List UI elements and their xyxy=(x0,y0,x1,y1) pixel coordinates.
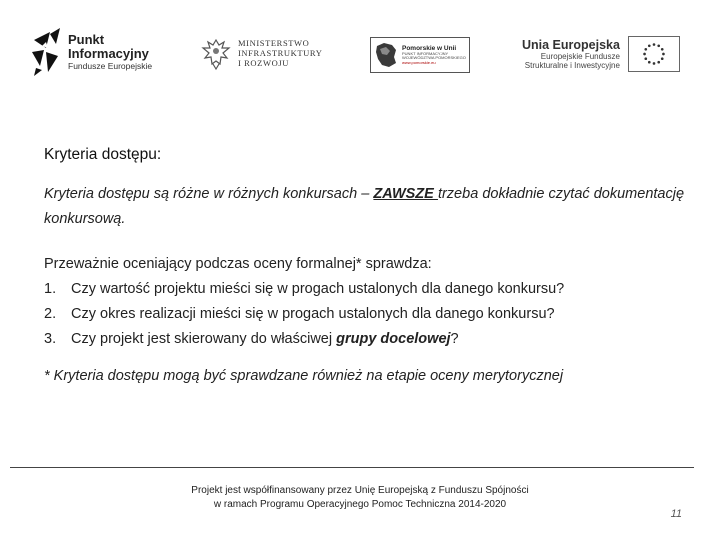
list-item-text-after: ? xyxy=(450,331,459,347)
eu-line2: Europejskie Fundusze xyxy=(540,52,620,61)
punkt-informacyjny-logo xyxy=(30,26,152,78)
slide-content xyxy=(44,146,684,389)
list-item-text: Czy okres realizacji mieści się w progach ustalonych dla danego konkursu? xyxy=(71,306,555,322)
ministry-line1: MINISTERSTWO xyxy=(238,38,310,49)
intro-emphasis: ZAWSZE xyxy=(373,186,438,202)
list-item-number: 3. xyxy=(44,331,57,347)
list-item-text: Czy wartość projektu mieści się w progach ustalonych dla danego konkursu? xyxy=(71,281,565,297)
pi-title-line1: Punkt xyxy=(68,31,105,47)
list-item-text xyxy=(71,327,459,352)
ministry-logo xyxy=(200,36,322,72)
target-group-emphasis: grupy docelowej xyxy=(336,331,451,347)
eu-flag-icon xyxy=(628,36,680,72)
region-map-icon xyxy=(374,41,398,69)
ministry-line3: I ROZWOJU xyxy=(238,57,289,68)
eagle-emblem-icon xyxy=(200,36,232,72)
pomorskie-url: www.pomorskie.eu xyxy=(402,59,436,65)
footer-line2: w ramach Programu Operacyjnego Pomoc Techniczna 2014-2020 xyxy=(213,499,507,510)
logo-bar xyxy=(0,0,720,90)
pi-star-icon xyxy=(30,26,62,78)
list-item-text-before: Czy projekt jest skierowany do właściwej xyxy=(71,331,337,347)
list-item xyxy=(44,327,684,352)
intro-paragraph xyxy=(44,182,684,232)
pomorskie-logo xyxy=(370,37,470,73)
pomorskie-title: Pomorskie w Unii xyxy=(402,44,457,52)
intro-text-before: Kryteria dostępu są różne w różnych konkursach – xyxy=(44,186,374,202)
ministry-line2: INFRASTRUKTURY xyxy=(238,48,323,59)
pomorskie-line2: PUNKT INFORMACYJNY xyxy=(402,50,449,56)
eu-title: Unia Europejska xyxy=(522,37,620,52)
list-item xyxy=(44,302,684,327)
intro-text-after: trzeba dokładnie czytać dokumentację konkursową. xyxy=(44,186,685,227)
list-item-number: 2. xyxy=(44,306,57,322)
criteria-list xyxy=(44,277,684,352)
list-lead: Przeważnie oceniający podczas oceny formalnej* sprawdza: xyxy=(44,256,432,272)
pi-title-line2: Informacyjny xyxy=(68,45,149,61)
footer-text xyxy=(150,484,570,512)
pi-subtitle: Fundusze Europejskie xyxy=(68,61,153,72)
footnote: * Kryteria dostępu mogą być sprawdzane również na etapie oceny merytorycznej xyxy=(44,368,564,384)
footer-line1: Projekt jest współfinansowany przez Unię Europejską z Funduszu Spójności xyxy=(191,485,529,496)
list-item xyxy=(44,277,684,302)
eu-line3: Strukturalne i Inwestycyjne xyxy=(524,61,620,71)
page-number: 11 xyxy=(670,508,682,520)
list-item-number: 1. xyxy=(44,281,57,297)
pomorskie-line3: WOJEWÓDZTWA POMORSKIEGO xyxy=(402,55,466,61)
eu-logo xyxy=(522,36,680,72)
slide-heading: Kryteria dostępu: xyxy=(44,146,162,163)
footer-divider xyxy=(10,467,694,468)
